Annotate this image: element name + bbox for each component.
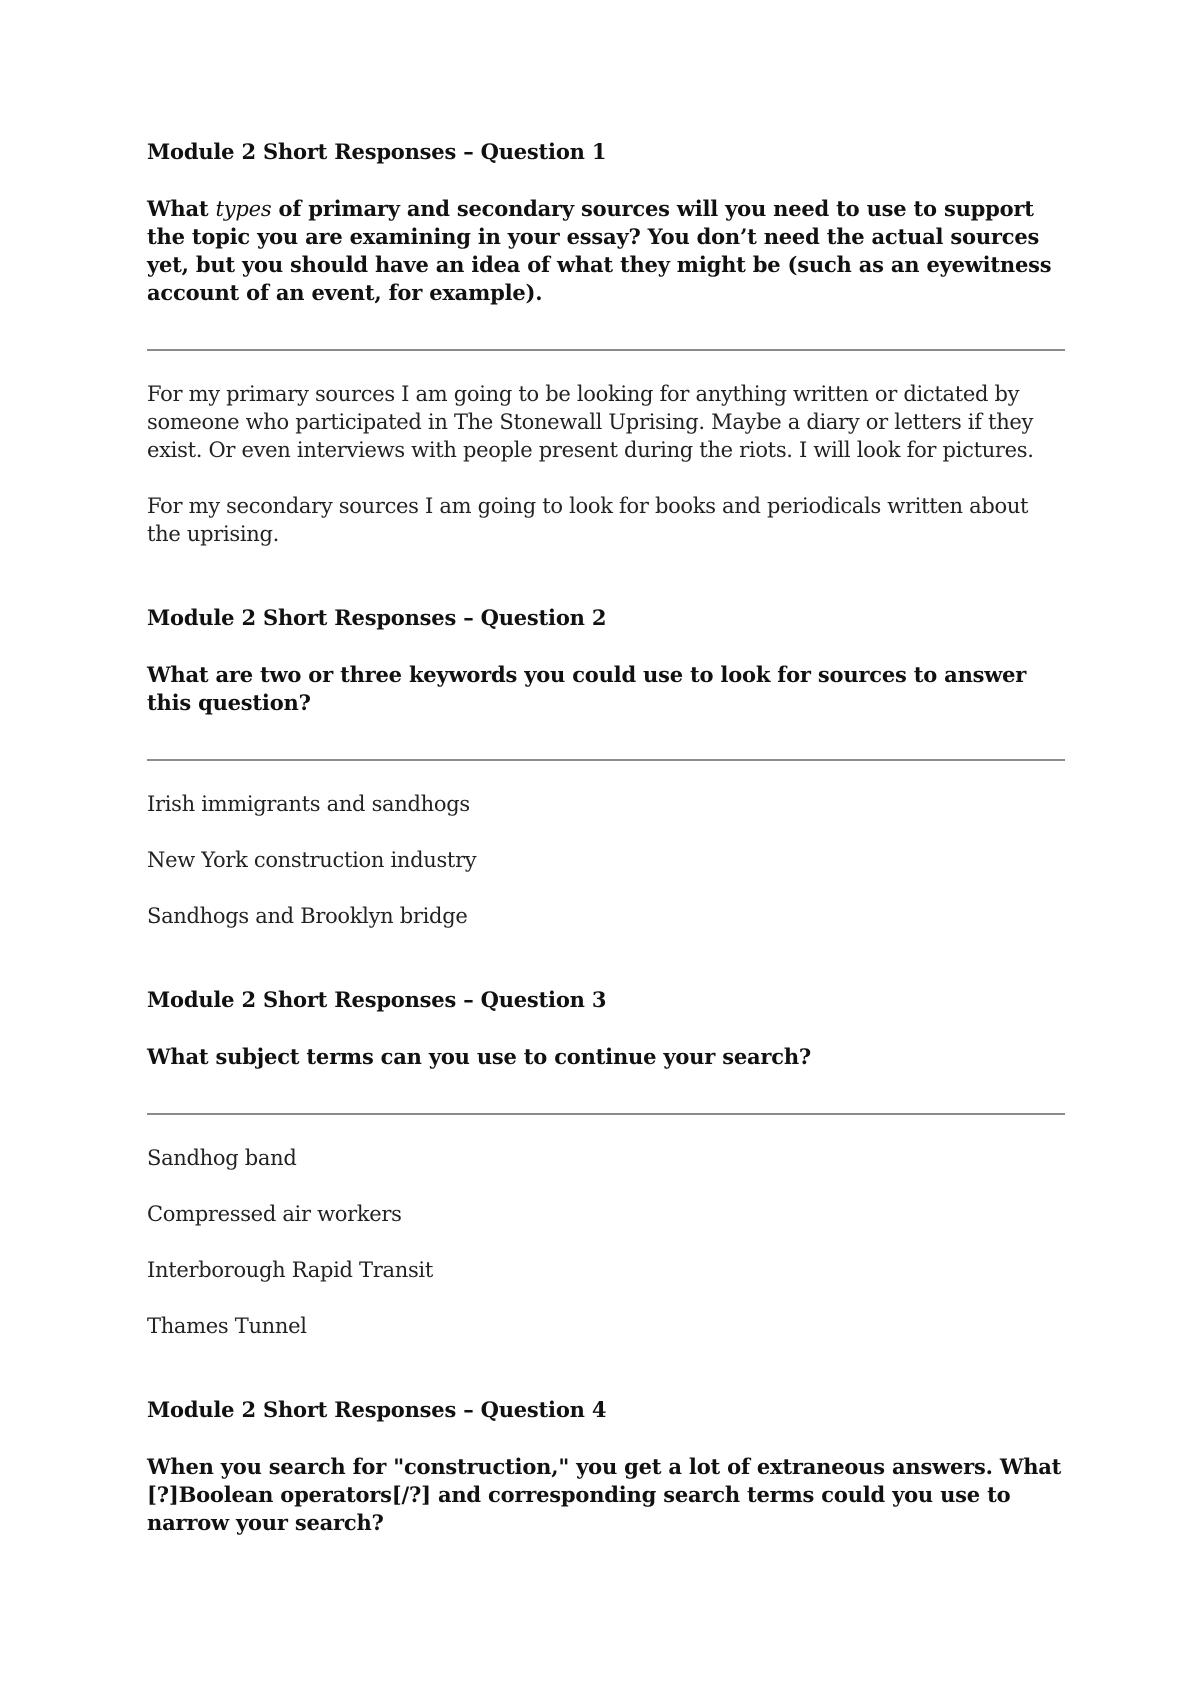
question-1-answer-primary: For my primary sources I am going to be looking for anything written or dictated by someone who participated in The Stonewall Uprising. Maybe a diary or letters if they exist. Or even interviews with people present during the riots. I will look for pictures. xyxy=(147,382,1034,462)
question-3-divider xyxy=(147,1113,1065,1115)
question-3-answer-item: Sandhog band xyxy=(147,1146,297,1170)
question-1-prompt xyxy=(147,195,1065,307)
question-1-prompt-start: What xyxy=(147,196,216,221)
question-4-section xyxy=(147,1396,1065,1537)
document-page xyxy=(147,138,1065,1537)
question-3-section xyxy=(147,986,1065,1340)
question-3-prompt: What subject terms can you use to continue your search? xyxy=(147,1044,812,1069)
question-2-prompt: What are two or three keywords you could use to look for sources to answer this question? xyxy=(147,662,1027,715)
question-1-answer-secondary: For my secondary sources I am going to look for books and periodicals written about the uprising. xyxy=(147,494,1029,546)
question-1-prompt-italic: types xyxy=(215,197,272,221)
question-2-heading: Module 2 Short Responses – Question 2 xyxy=(147,605,607,630)
question-3-heading: Module 2 Short Responses – Question 3 xyxy=(147,987,607,1012)
question-1-prompt-end: of primary and secondary sources will you need to use to support the topic you are examining in your essay? You don’t need the actual sources yet, but you should have an idea of what they might be (such as an eyewitness account of an event, for example). xyxy=(147,196,1052,305)
question-3-answer-item: Thames Tunnel xyxy=(147,1314,307,1338)
question-1-heading: Module 2 Short Responses – Question 1 xyxy=(147,139,607,164)
question-2-divider xyxy=(147,759,1065,761)
question-1-divider xyxy=(147,349,1065,351)
question-4-heading: Module 2 Short Responses – Question 4 xyxy=(147,1397,607,1422)
question-3-answer-item: Compressed air workers xyxy=(147,1202,402,1226)
question-1-section xyxy=(147,138,1065,548)
question-2-answer-item: Sandhogs and Brooklyn bridge xyxy=(147,904,468,928)
question-2-answer-item: Irish immigrants and sandhogs xyxy=(147,792,470,816)
question-3-answer-item: Interborough Rapid Transit xyxy=(147,1258,433,1282)
question-4-prompt: When you search for "construction," you get a lot of extraneous answers. What [?]Boolean operators[/?] and corresponding search terms could you use to narrow your search? xyxy=(147,1454,1062,1535)
question-2-section xyxy=(147,604,1065,930)
question-2-answer-item: New York construction industry xyxy=(147,848,477,872)
